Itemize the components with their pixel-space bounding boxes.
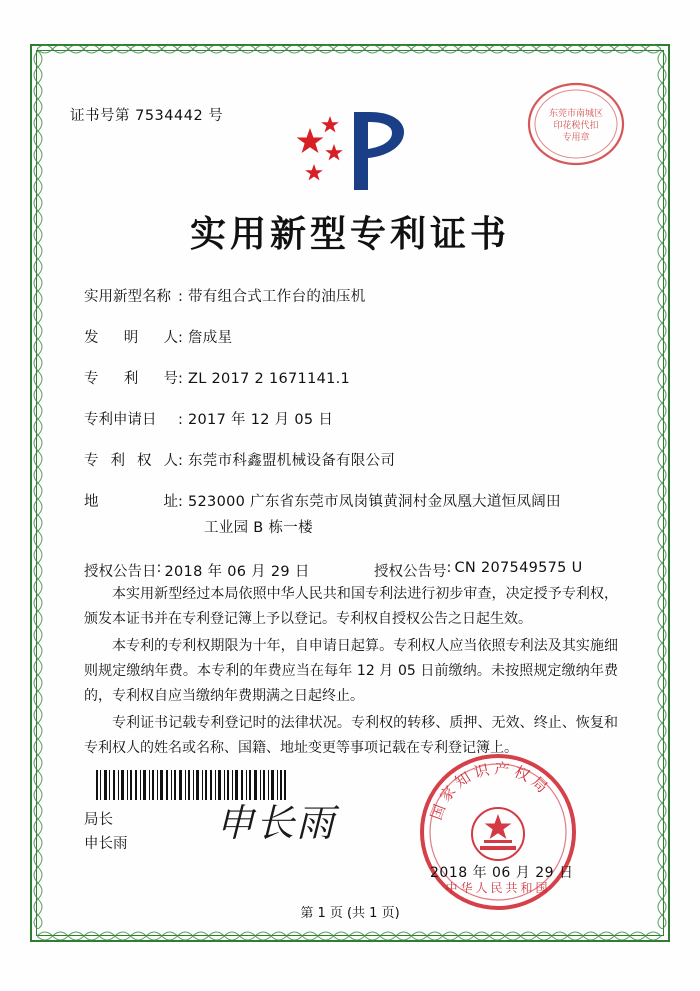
field-label: 地 址	[84, 494, 178, 511]
ornamental-band-right	[654, 51, 670, 929]
field-label: 专 利 号	[84, 371, 178, 388]
grant-date-group	[84, 560, 374, 581]
official-seal	[418, 752, 578, 912]
director-title: 局长	[84, 812, 113, 828]
tax-stamp-seal	[524, 72, 628, 176]
field-colon: :	[178, 330, 183, 347]
field-label: 实用新型名称	[84, 289, 171, 305]
field-value: 东莞市科鑫盟机械设备有限公司	[188, 453, 396, 470]
field-row-address	[84, 493, 624, 538]
field-value: 詹成星	[188, 330, 233, 347]
director-label	[84, 808, 128, 856]
field-value: 带有组合式工作台的油压机	[188, 289, 366, 305]
field-row-patent-number	[84, 370, 624, 390]
svg-text:国家知识产权局: 国家知识产权局	[427, 759, 555, 823]
handwritten-signature: 申长雨	[216, 801, 337, 845]
grant-number-group	[374, 560, 624, 581]
page-footer: 第 1 页 (共 1 页)	[300, 906, 400, 921]
field-colon: :	[178, 494, 183, 511]
field-value: 2017 年 12 月 05 日	[188, 412, 334, 429]
field-label: 专 利 权 人	[84, 453, 178, 470]
svg-text:东莞市南城区: 东莞市南城区	[548, 109, 604, 119]
field-colon: :	[446, 559, 452, 576]
field-value: CN 207549575 U	[454, 559, 583, 576]
field-label: 发 明 人	[84, 330, 178, 347]
field-row-application-date	[84, 411, 624, 431]
legal-text	[84, 582, 618, 763]
field-colon: :	[178, 371, 183, 388]
ornamental-band-bottom	[37, 928, 663, 944]
address-line-1: 523000 广东省东莞市凤岗镇黄洞村金凤凰大道恒凤阔田	[188, 494, 561, 511]
svg-text:印花税代扣: 印花税代扣	[553, 121, 599, 131]
field-row-grant-publication	[84, 560, 624, 581]
field-colon: :	[178, 412, 183, 429]
field-label: 专利申请日	[84, 412, 157, 429]
paragraph-2: 本专利的专利权期限为十年，自申请日起算。专利权人应当依照专利法及其实施细则规定缴纳年费。本专利的年费应当在每年 12 月 05 日前缴纳。未按照规定缴纳年费的，专利权自应当缴纳年费期满之日起终止。	[84, 638, 618, 704]
svg-text:专用章: 专用章	[562, 133, 590, 143]
seal-date: 2018 年 06 月 29 日	[430, 865, 574, 881]
paragraph-3: 专利证书记载专利登记时的法律状况。专利权的转移、质押、无效、终止、恢复和专利权人的姓名或名称、国籍、地址变更等事项记载在专利登记簿上。	[84, 715, 618, 756]
field-row-name	[84, 288, 624, 308]
field-row-inventor	[84, 329, 624, 349]
svg-text:中华人民共和国: 中华人民共和国	[445, 881, 551, 895]
director-name: 申长雨	[84, 836, 128, 852]
ornamental-band-top	[37, 41, 663, 57]
field-value: 2018 年 06 月 29 日	[164, 563, 310, 580]
field-label: 授权公告日	[84, 563, 157, 580]
certificate-number: 证书号第 7534442 号	[70, 108, 224, 124]
page-title: 实用新型专利证书	[189, 213, 510, 255]
field-colon: :	[178, 289, 183, 305]
field-label: 授权公告号	[374, 563, 447, 580]
field-row-patentee	[84, 452, 624, 472]
field-list	[84, 288, 624, 599]
field-colon: :	[156, 559, 162, 576]
address-line-2: 工业园 B 栋一楼	[204, 519, 313, 536]
field-value	[188, 493, 624, 538]
ornamental-band-left	[30, 51, 46, 929]
cnipa-logo-icon	[292, 110, 412, 192]
field-value: ZL 2017 2 1671141.1	[188, 371, 351, 388]
field-colon: :	[178, 453, 183, 470]
paragraph-1: 本实用新型经过本局依照中华人民共和国专利法进行初步审查，决定授予专利权，颁发本证书并在专利登记簿上予以登记。专利权自授权公告之日起生效。	[84, 586, 618, 627]
